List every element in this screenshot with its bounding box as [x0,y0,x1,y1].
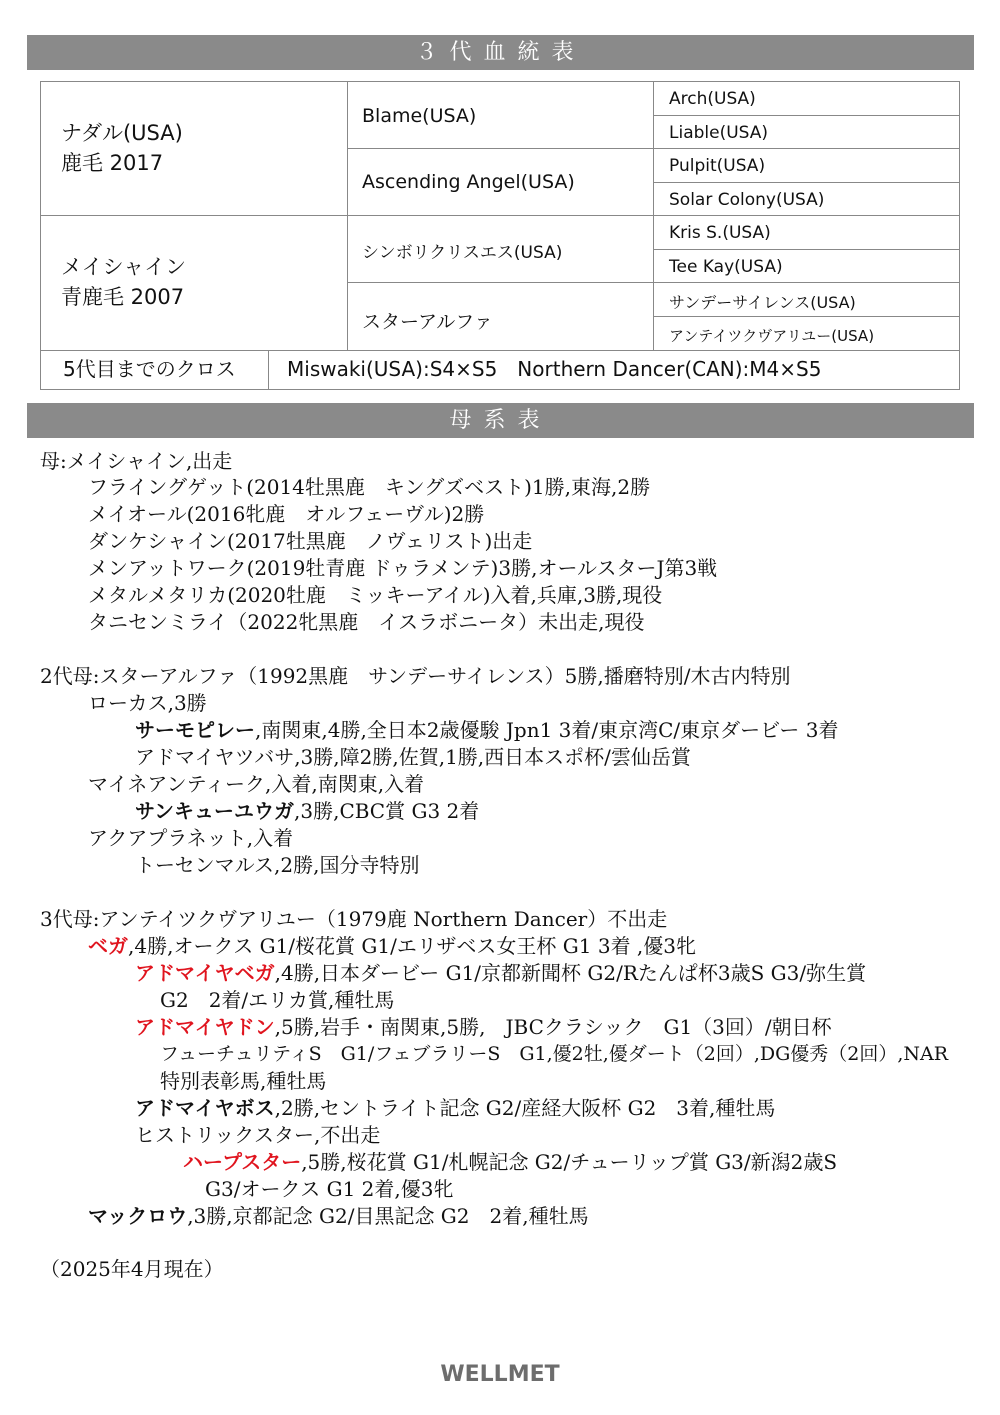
horse-record: ,2勝,セントライト記念 G2/産経大阪杯 G2 3着,種牡馬 [274,1096,776,1120]
sire-dam-sire-name: Pulpit(USA) [669,156,766,176]
horse-record: ,南関東,4勝,全日本2歳優駿 Jpn1 3着/東京湾C/東京ダービー 3着 [255,718,839,742]
family-line: 特別表彰馬,種牡馬 [160,1069,327,1093]
dam-sire-name: シンボリクリスエス(USA) [362,243,563,263]
horse-name: サンキューユウガ [135,799,294,823]
family-line [135,1014,832,1040]
horse-record: ,3勝,京都記念 G2/目黒記念 G2 2着,種牡馬 [187,1204,589,1228]
g3-cell-2 [654,116,960,149]
cross-label: 5代目までのクロス [41,350,269,389]
sire-sire-dam-name: Liable(USA) [669,123,769,143]
family-line [135,717,838,743]
sire-dam-dam-name: Solar Colony(USA) [669,190,825,210]
pedigree-table [40,81,960,390]
g3-cell-6 [654,250,960,283]
family-line: 2代母:スターアルファ（1992黒鹿 サンデーサイレンス）5勝,播磨特別/木古内特別 [40,664,791,688]
dam-sire-cell [348,216,654,283]
sire-color-year: 鹿毛 2017 [61,151,164,175]
horse-record: ,5勝,岩手・南関東,5勝, JBCクラシック G1（3回）/朝日杯 [274,1015,832,1039]
family-line: 母:メイシャイン,出走 [40,449,233,473]
family-line: メンアットワーク(2019牡青鹿 ドゥラメンテ)3勝,オールスターJ第3戦 [88,556,718,580]
dam-cell [41,216,348,350]
family-line: G2 2着/エリカ賞,種牡馬 [160,988,395,1012]
horse-record: ,4勝,日本ダービー G1/京都新聞杯 G2/Rたんぱ杯3歳S G3/弥生賞 [274,961,867,985]
g3-cell-4 [654,183,960,216]
dam-dam-sire-name: サンデーサイレンス(USA) [669,293,856,312]
family-line: マイネアンティーク,入着,南関東,入着 [88,772,425,796]
g3-cell-5 [654,216,960,250]
horse-name: ハープスター [183,1150,302,1174]
wellmet-logo: WELLMET [440,1362,560,1387]
sire-dam-name: Ascending Angel(USA) [362,171,575,193]
family-line [135,960,866,986]
horse-name: アドマイヤボス [135,1096,275,1120]
family-line: アクアプラネット,入着 [88,826,294,850]
family-line [88,933,696,959]
horse-name: アドマイヤベガ [135,961,275,985]
dam-dam-name: スターアルファ [362,311,493,333]
cross-value: Miswaki(USA):S4×S5 Northern Dancer(CAN):M4×S5 [287,357,822,381]
family-line [183,1149,837,1175]
family-line: 3代母:アンテイツクヴアリユー（1979鹿 Northern Dancer）不出走 [40,907,668,931]
family-line: ダンケシャイン(2017牡黒鹿 ノヴェリスト)出走 [88,529,533,553]
sire-name: ナダル(USA) [61,121,183,145]
family-line: タニセンミライ（2022牝黒鹿 イスラボニータ）未出走,現役 [88,610,645,634]
family-line: G3/オークス G1 2着,優3牝 [205,1177,454,1201]
horse-record: ,5勝,桜花賞 G1/札幌記念 G2/チューリップ賞 G3/新潟2歳S [301,1150,838,1174]
family-line: フライングゲット(2014牡黒鹿 キングズベスト)1勝,東海,2勝 [88,475,651,499]
family-line [88,1203,589,1229]
dam-dam-dam-name: アンテイツクヴアリユー(USA) [669,327,875,345]
family-line: メタルメタリカ(2020牡鹿 ミッキーアイル)入着,兵庫,3勝,現役 [88,583,663,607]
dam-dam-cell [348,283,654,350]
family-line: フューチュリティS G1/フェブラリーS G1,優2牡,優ダート（2回）,DG優秀（2回）,NAR [160,1043,949,1065]
horse-record: ,4勝,オークス G1/桜花賞 G1/エリザベス女王杯 G1 3着 ,優3牝 [128,934,697,958]
pedigree-header: ３代血統表 [27,35,974,70]
as-of-date: （2025年4月現在） [40,1257,224,1281]
family-header: 母系表 [27,403,974,438]
sire-sire-cell [348,82,654,149]
family-line: メイオール(2016牝鹿 オルフェーヴル)2勝 [88,502,485,526]
family-line [135,798,479,824]
g3-cell-3 [654,149,960,183]
g3-cell-7 [654,283,960,317]
family-line [135,1095,775,1121]
sire-sire-name: Blame(USA) [362,105,477,127]
sire-cell [41,82,348,216]
horse-name: アドマイヤドン [135,1015,275,1039]
g3-cell-8 [654,317,960,350]
horse-record: ,3勝,CBC賞 G3 2着 [294,799,480,823]
family-line: アドマイヤツバサ,3勝,障2勝,佐賀,1勝,西日本スポ杯/雲仙岳賞 [135,745,691,769]
family-line: ヒストリックスター,不出走 [135,1123,381,1147]
sire-sire-sire-name: Arch(USA) [669,89,756,109]
dam-color-year: 青鹿毛 2007 [61,285,185,309]
horse-name: サーモピレー [135,718,255,742]
horse-name: マックロウ [88,1204,188,1228]
sire-dam-cell [348,149,654,216]
horse-name: ベガ [88,934,128,958]
dam-sire-sire-name: Kris S.(USA) [669,223,771,243]
family-line: トーセンマルス,2勝,国分寺特別 [135,853,420,877]
g3-cell-1 [654,82,960,116]
dam-sire-dam-name: Tee Kay(USA) [669,257,783,277]
family-line: ローカス,3勝 [88,691,207,715]
dam-name: メイシャイン [61,255,187,279]
